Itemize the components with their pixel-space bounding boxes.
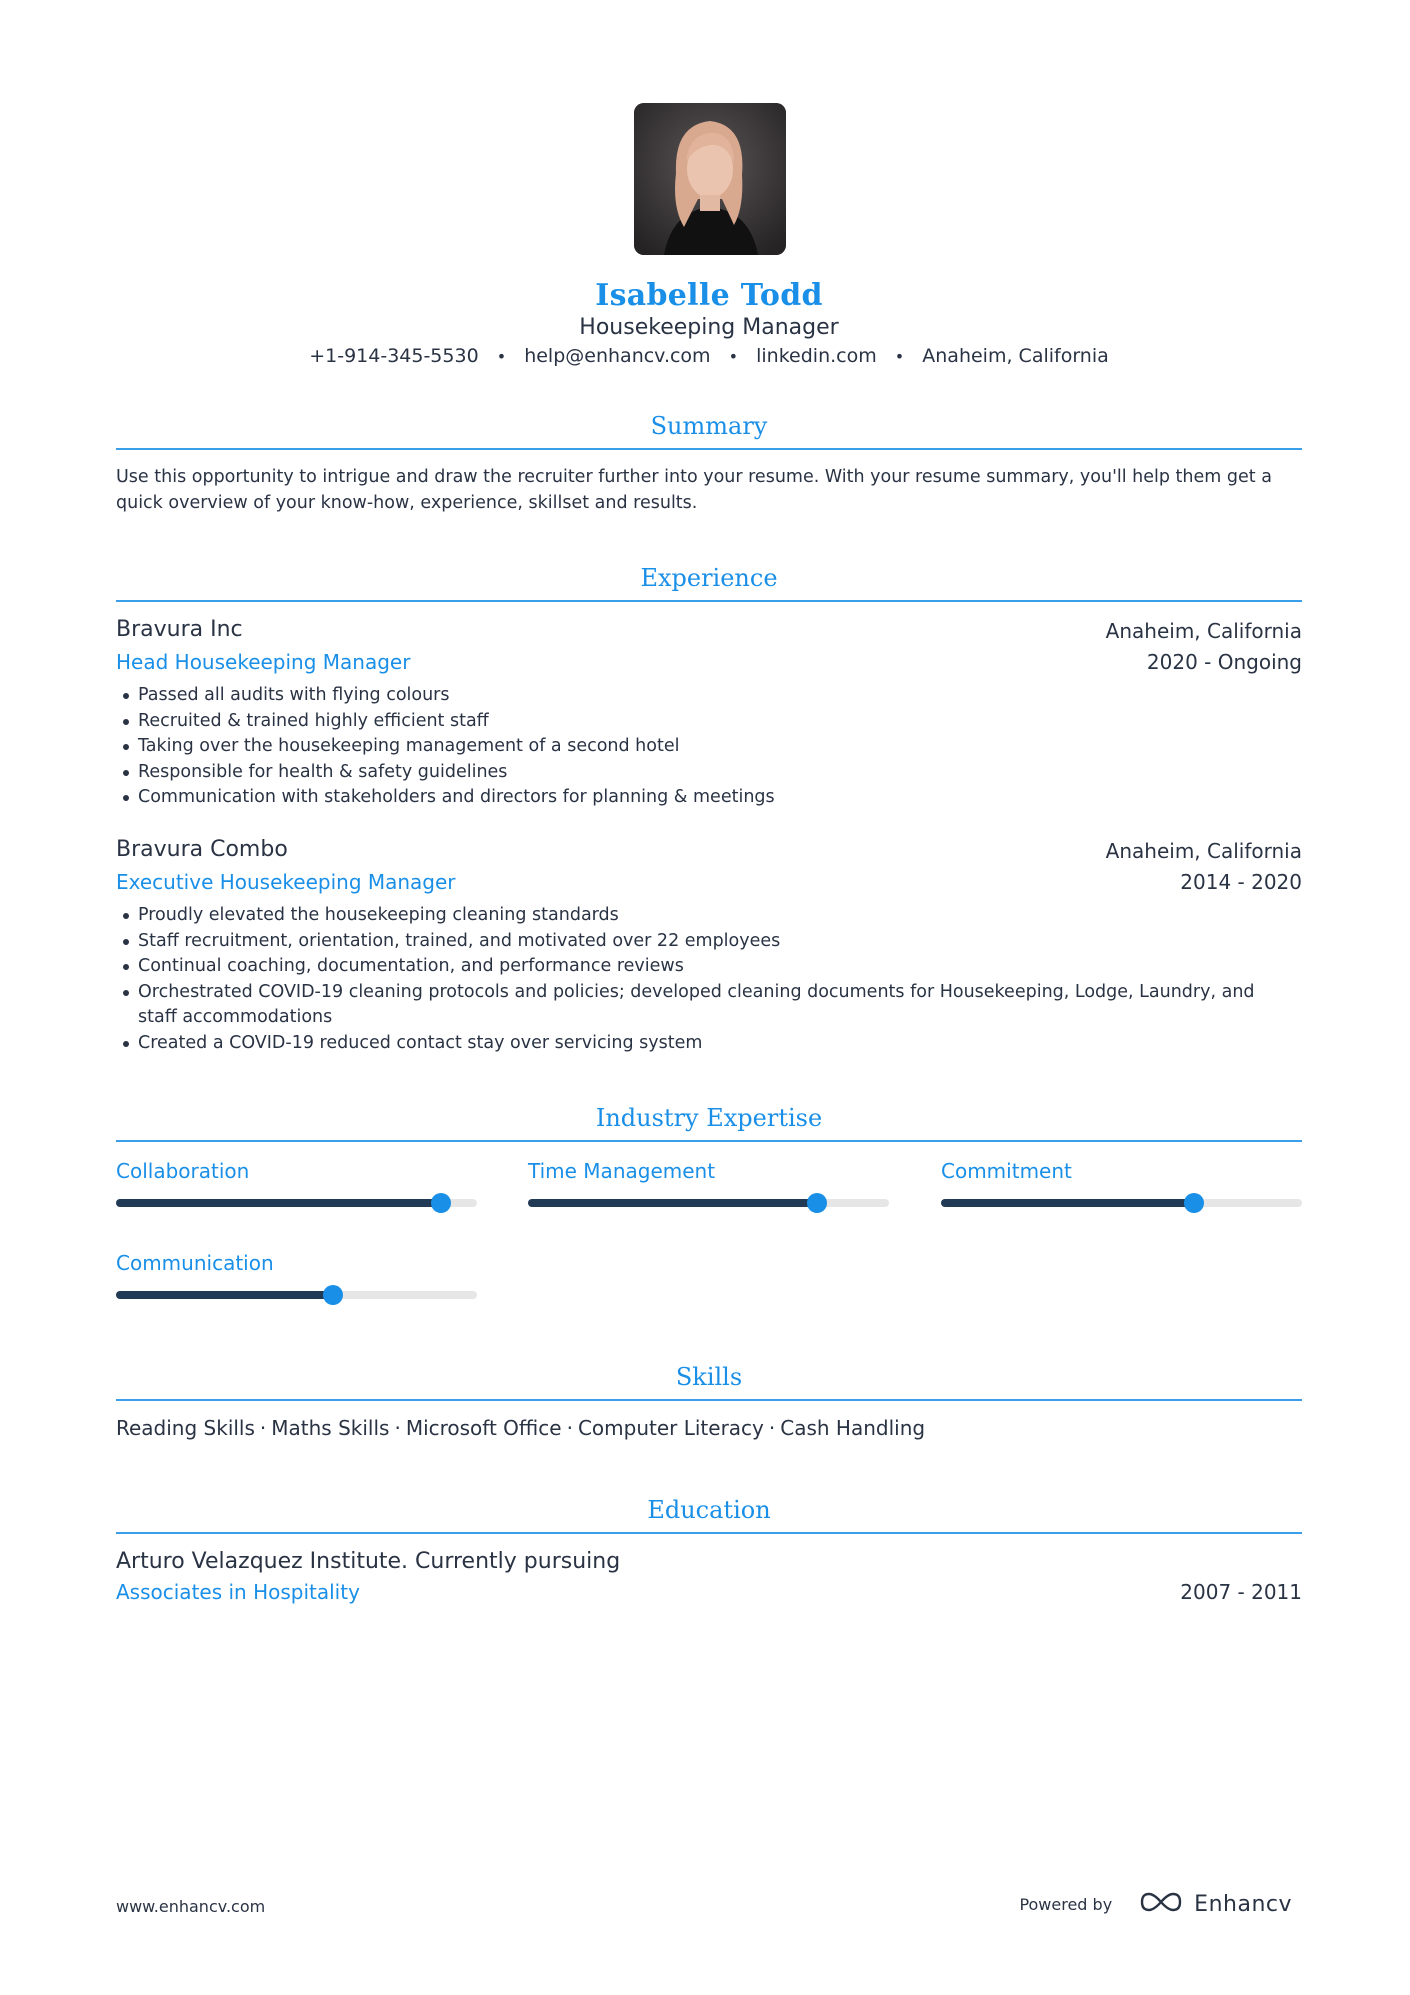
expertise-heading: Industry Expertise xyxy=(595,1104,823,1132)
education-heading: Education xyxy=(647,1496,771,1524)
expertise-bar-fill xyxy=(941,1199,1194,1207)
list-item: Created a COVID-19 reduced contact stay over servicing system xyxy=(122,1031,1297,1057)
candidate-role: Housekeeping Manager xyxy=(579,315,839,340)
expertise-bar xyxy=(116,1291,477,1299)
list-item: Responsible for health & safety guidelines xyxy=(122,760,1297,786)
job-company: Bravura Combo xyxy=(116,837,288,862)
education-dates: 2007 - 2011 xyxy=(1180,1580,1302,1604)
candidate-name: Isabelle Todd xyxy=(595,278,823,313)
expertise-bar-handle xyxy=(807,1193,827,1213)
section-divider xyxy=(116,600,1302,602)
list-item: Taking over the housekeeping management of a second hotel xyxy=(122,734,1297,760)
enhancv-brand-name: Enhancv xyxy=(1194,1891,1292,1917)
expertise-bar xyxy=(941,1199,1302,1207)
expertise-bar xyxy=(116,1199,477,1207)
education-degree: Associates in Hospitality xyxy=(116,1580,360,1604)
expertise-bar-handle xyxy=(1184,1193,1204,1213)
separator-dot: • xyxy=(496,347,507,366)
email[interactable]: help@enhancv.com xyxy=(524,345,711,367)
job-title: Head Housekeeping Manager xyxy=(116,650,411,674)
powered-by-label: Powered by xyxy=(1019,1894,1113,1914)
job-achievements xyxy=(122,683,1297,811)
separator-dot: • xyxy=(728,347,739,366)
education-school: Arturo Velazquez Institute. Currently pursuing xyxy=(116,1549,621,1574)
separator-dot: · xyxy=(566,1416,573,1440)
skill-item: Reading Skills xyxy=(116,1416,255,1440)
separator-dot: · xyxy=(394,1416,401,1440)
job-company: Bravura Inc xyxy=(116,617,243,642)
list-item: Recruited & trained highly efficient staff xyxy=(122,709,1297,735)
list-item: Passed all audits with flying colours xyxy=(122,683,1297,709)
profile-photo xyxy=(634,103,786,255)
list-item: Communication with stakeholders and directors for planning & meetings xyxy=(122,785,1297,811)
phone[interactable]: +1-914-345-5530 xyxy=(309,345,479,367)
resume-page xyxy=(116,0,1302,1995)
skills-list xyxy=(116,1416,925,1440)
expertise-label: Time Management xyxy=(528,1159,716,1183)
expertise-bar-handle xyxy=(323,1285,343,1305)
location: Anaheim, California xyxy=(922,345,1109,367)
job-title: Executive Housekeeping Manager xyxy=(116,870,456,894)
separator-dot: · xyxy=(768,1416,776,1440)
experience-heading: Experience xyxy=(640,564,778,592)
list-item: Orchestrated COVID-19 cleaning protocols and policies; developed cleaning documents for Housekeeping, Lodge, Laundry, and staff accommodations xyxy=(122,980,1297,1031)
expertise-bar-fill xyxy=(528,1199,817,1207)
list-item: Staff recruitment, orientation, trained, and motivated over 22 employees xyxy=(122,929,1297,955)
section-divider xyxy=(116,1532,1302,1534)
job-dates: 2014 - 2020 xyxy=(1180,870,1302,894)
expertise-label: Collaboration xyxy=(116,1159,250,1183)
skill-item: Microsoft Office xyxy=(405,1416,562,1440)
section-divider xyxy=(116,448,1302,450)
job-location: Anaheim, California xyxy=(1105,839,1302,863)
linkedin[interactable]: linkedin.com xyxy=(756,345,877,367)
job-achievements xyxy=(122,903,1297,1057)
summary-text: Use this opportunity to intrigue and draw the recruiter further into your resume. With your resume summary, you'll help them get a quick overview of your know-how, experience, skillset and results. xyxy=(116,467,1272,513)
expertise-label: Communication xyxy=(116,1251,274,1275)
expertise-bar-fill xyxy=(116,1199,441,1207)
section-divider xyxy=(116,1399,1302,1401)
section-divider xyxy=(116,1140,1302,1142)
expertise-bar-handle xyxy=(431,1193,451,1213)
job-dates: 2020 - Ongoing xyxy=(1146,650,1302,674)
skills-heading: Skills xyxy=(675,1363,743,1391)
list-item: Continual coaching, documentation, and performance reviews xyxy=(122,954,1297,980)
job-location: Anaheim, California xyxy=(1105,619,1302,643)
separator-dot: • xyxy=(894,347,905,366)
contact-line xyxy=(116,345,1302,367)
separator-dot: · xyxy=(259,1416,267,1440)
skill-item: Maths Skills xyxy=(271,1416,390,1440)
expertise-label: Commitment xyxy=(941,1159,1072,1183)
skill-item: Cash Handling xyxy=(780,1416,926,1440)
summary-heading: Summary xyxy=(650,412,768,440)
footer-branding xyxy=(1019,1890,1292,1918)
footer-website[interactable]: www.enhancv.com xyxy=(116,1897,266,1916)
expertise-bar xyxy=(528,1199,889,1207)
skill-item: Computer Literacy xyxy=(577,1416,764,1440)
enhancv-logo-icon xyxy=(1138,1890,1184,1918)
list-item: Proudly elevated the housekeeping cleaning standards xyxy=(122,903,1297,929)
expertise-bar-fill xyxy=(116,1291,333,1299)
